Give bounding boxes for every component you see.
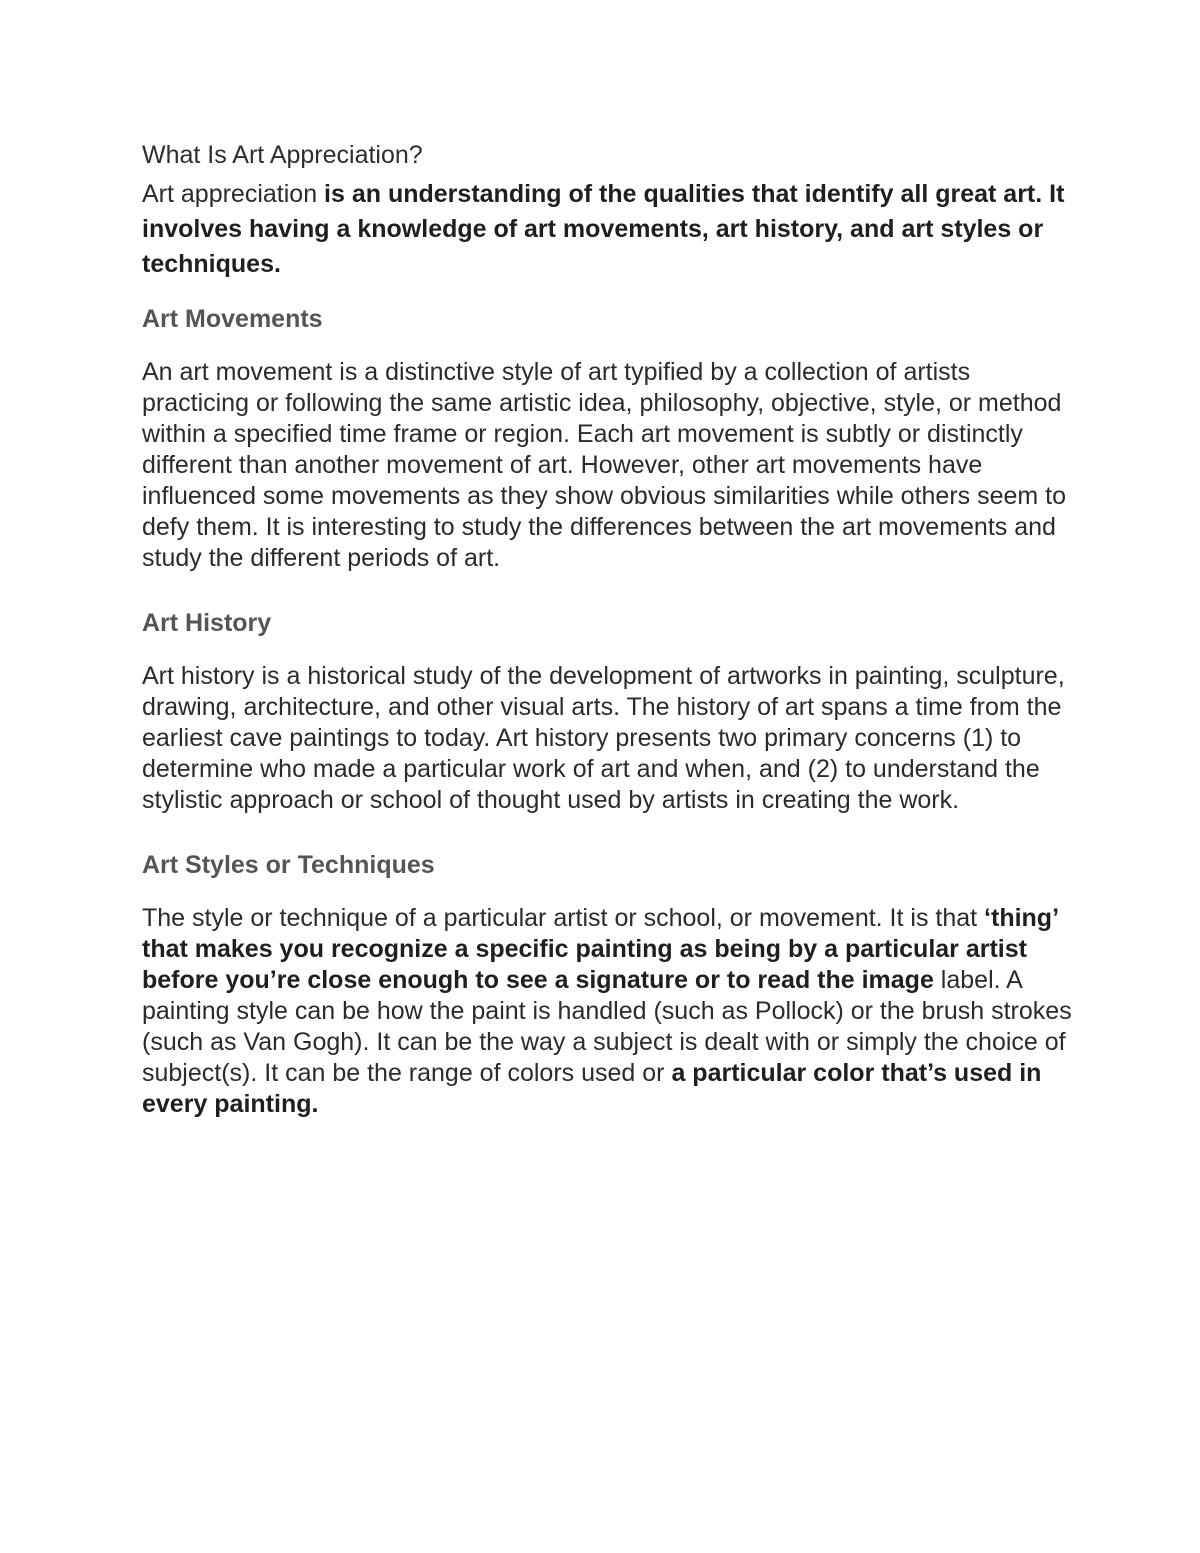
section-heading-art-history: Art History bbox=[142, 609, 272, 637]
styles-body-bold-2: a particular color that’s used in every painting. bbox=[142, 1059, 1042, 1118]
styles-body-bold-1: ‘thing’ that makes you recognize a specific painting as being by a particular artist before you’re close enough to see a signature or to read the image bbox=[142, 904, 1058, 994]
intro-lead: Art appreciation bbox=[142, 180, 325, 208]
section-body-art-history: Art history is a historical study of the development of artworks in painting, sculpture, drawing, architecture, and other visual arts. The history of art spans a time from the earliest cave paintings to today. Art history presents two primary concerns (1) to determine who made a particular work of art and when, and (2) to understand the stylistic approach or school of thought used by artists in creating the work. bbox=[142, 662, 1065, 814]
section-body-art-styles bbox=[142, 903, 1082, 1120]
document-title: What Is Art Appreciation? bbox=[142, 141, 423, 169]
styles-body-start: The style or technique of a particular artist or school, or movement. It is that bbox=[142, 904, 985, 932]
styles-body-middle: label. A painting style can be how the paint is handled (such as Pollock) or the brush strokes (such as Van Gogh). It can be the way a subject is dealt with or simply the choice of subject(s). It can be the range of colors used or bbox=[142, 966, 1072, 1087]
section-body-art-movements: An art movement is a distinctive style of art typified by a collection of artists practicing or following the same artistic idea, philosophy, objective, style, or method within a specified time frame or region. Each art movement is subtly or distinctly different than another movement of art. However, other art movements have influenced some movements as they show obvious similarities while others seem to defy them. It is interesting to study the differences between the art movements and study the different periods of art. bbox=[142, 358, 1067, 572]
intro-paragraph bbox=[142, 177, 1082, 282]
section-heading-art-movements: Art Movements bbox=[142, 305, 323, 333]
intro-bold: is an understanding of the qualities that identify all great art. It involves having a knowledge of art movements, art history, and art styles or techniques. bbox=[142, 180, 1065, 278]
document-page bbox=[142, 140, 1082, 1120]
section-heading-art-styles: Art Styles or Techniques bbox=[142, 851, 435, 879]
